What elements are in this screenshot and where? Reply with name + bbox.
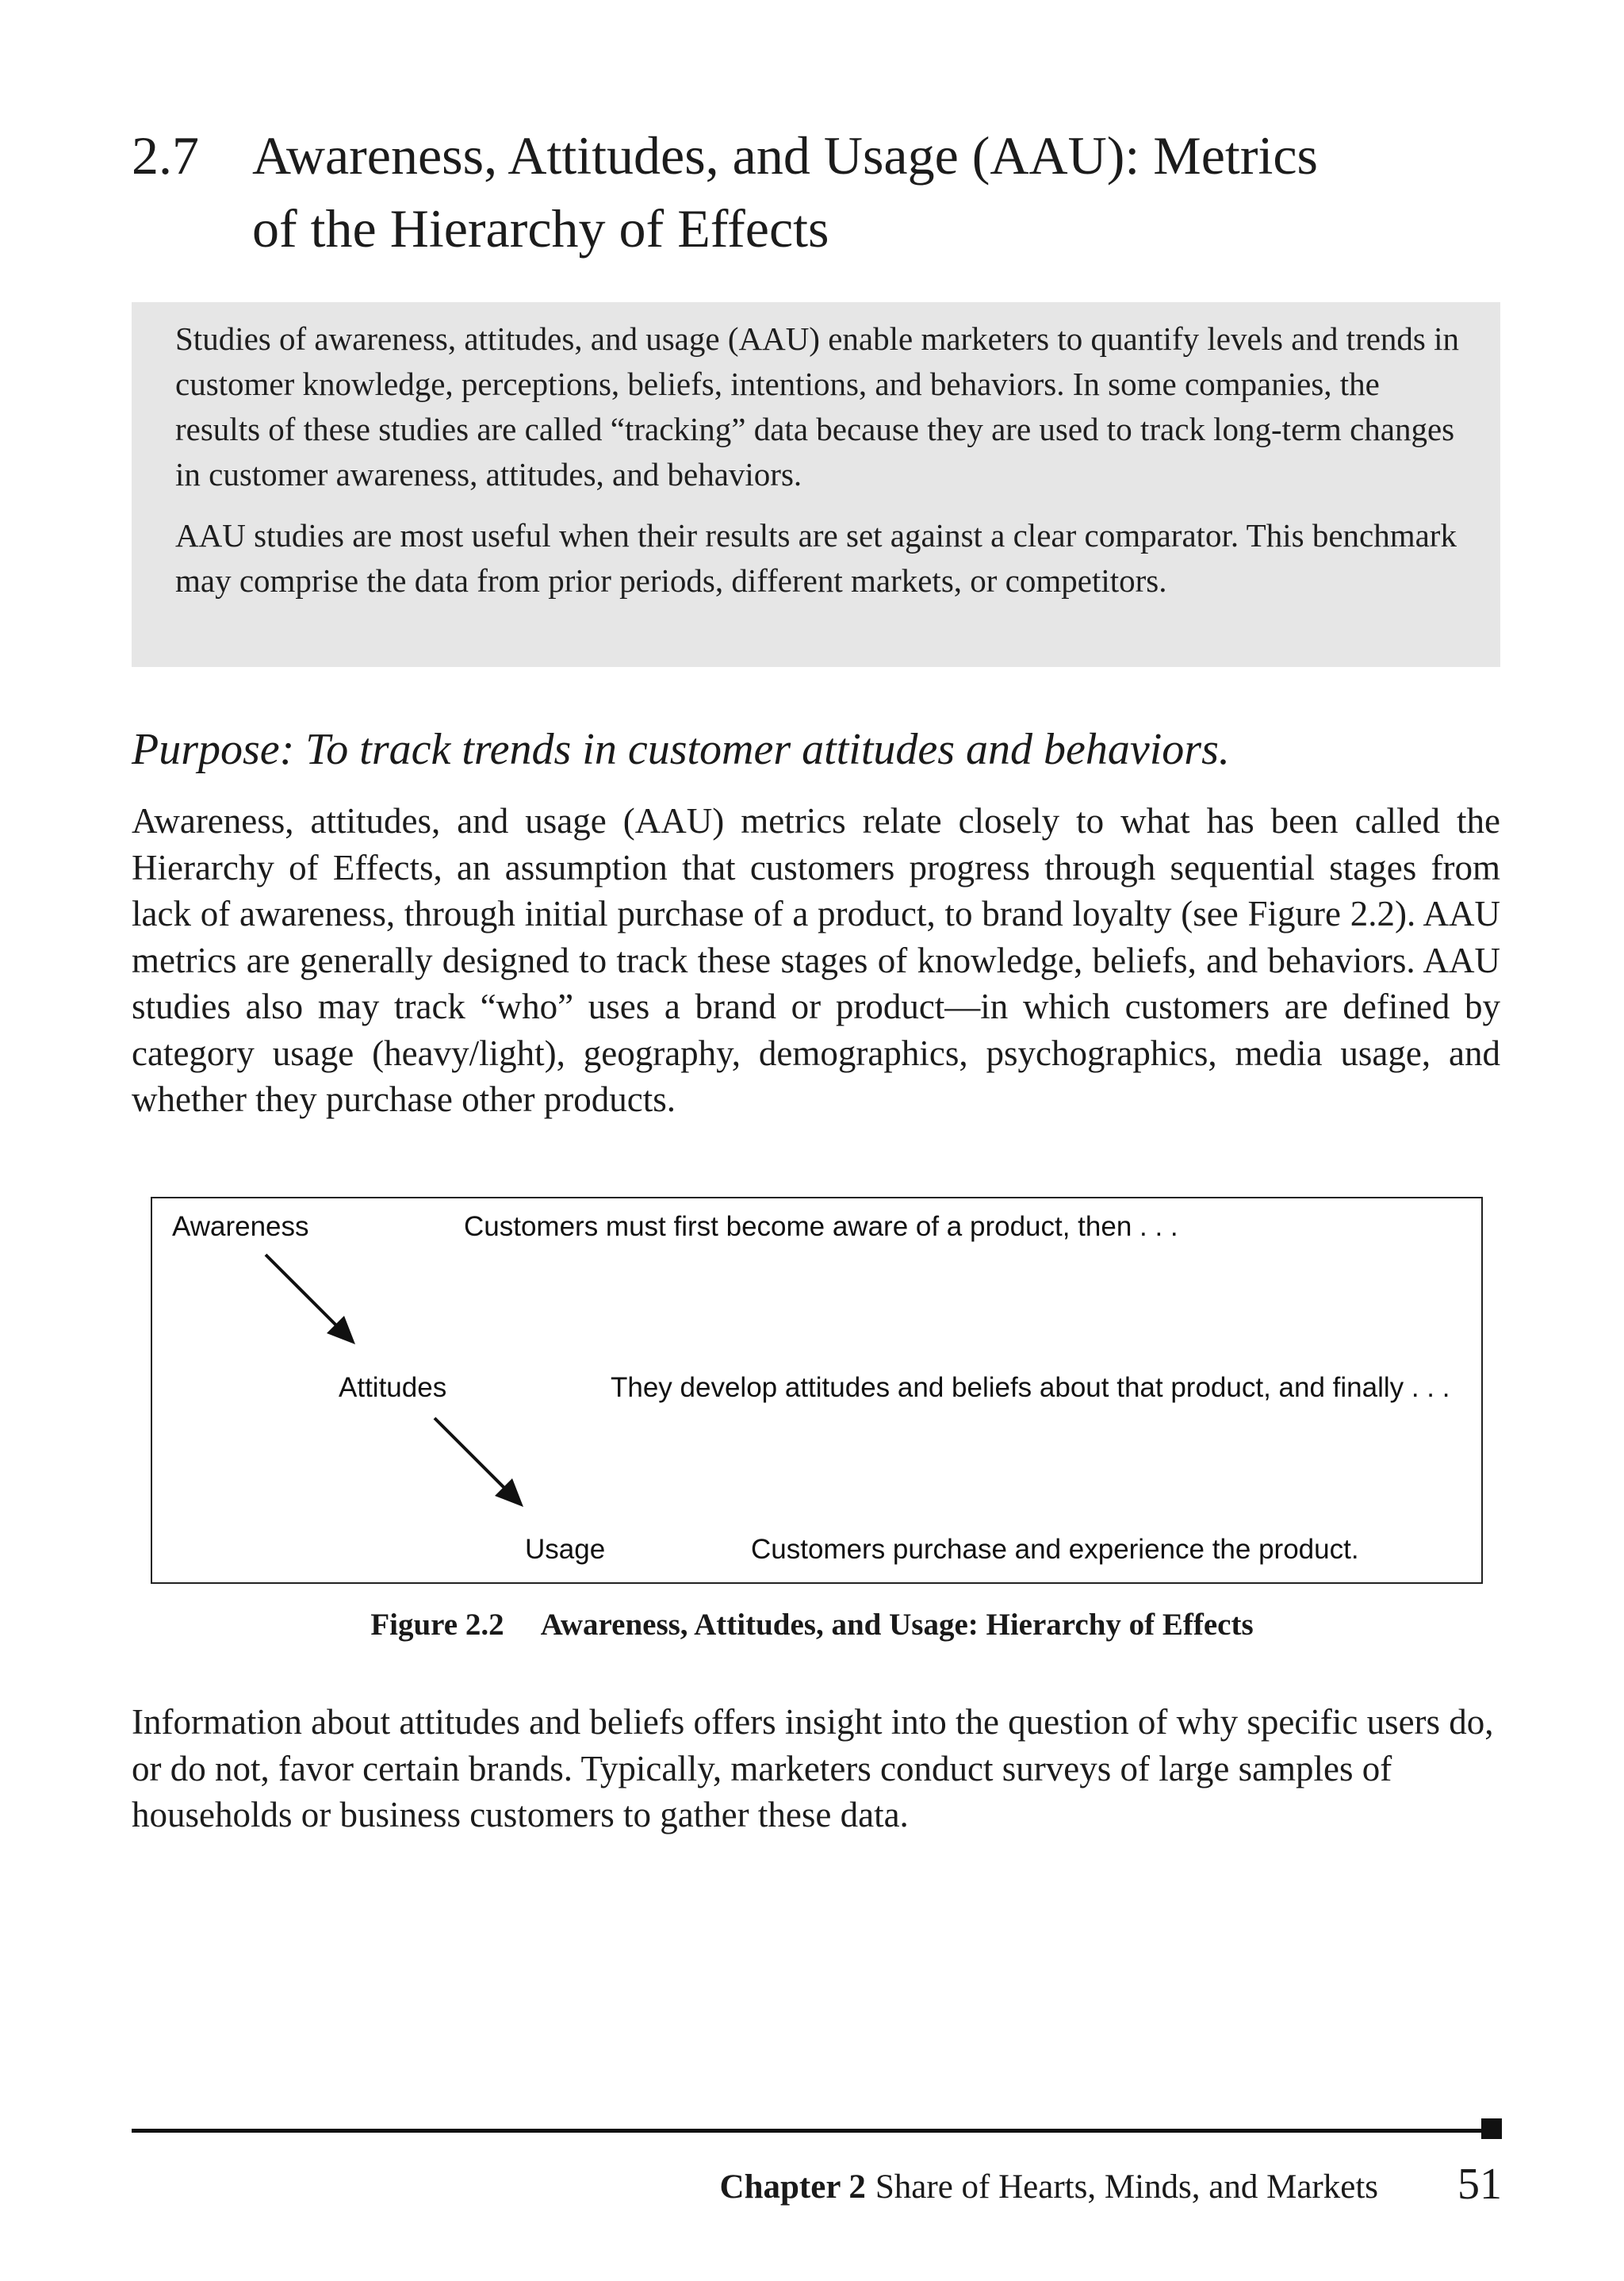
intro-paragraph-1: Studies of awareness, attitudes, and usage (AAU) enable marketers to quantify levels and trends in customer knowledge, perceptions, beliefs, intentions, and behaviors. In some companies, the results of these studies are called “tracking” data because they are used to track long-term changes in customer awareness, attitudes, and behaviors.: [175, 320, 1460, 493]
figure-caption: [0, 1605, 1624, 1645]
arrow-awareness-to-attitudes: [266, 1255, 355, 1344]
page-number: 51: [1457, 2160, 1502, 2209]
stage-label-usage: Usage: [525, 1534, 606, 1565]
footer-rule: [132, 2129, 1488, 2133]
intro-summary-box: [132, 302, 1500, 667]
hierarchy-of-effects-figure: [151, 1197, 1483, 1584]
stage-label-attitudes: Attitudes: [339, 1372, 447, 1403]
section-number: 2.7: [132, 125, 199, 186]
intro-paragraph-2: AAU studies are most useful when their results are set against a clear comparator. This benchmark may comprise the data from prior periods, different markets, or competitors.: [175, 517, 1457, 599]
arrow-attitudes-to-usage: [435, 1418, 523, 1507]
stage-desc-attitudes: They develop attitudes and beliefs about that product, and finally . . .: [611, 1372, 1450, 1403]
section-title-line2: of the Hierarchy of Effects: [252, 198, 829, 259]
body-paragraph-1: Awareness, attitudes, and usage (AAU) metrics relate closely to what has been called the Hierarchy of Effects, an assumption that customers progress through sequential stages from lack of awareness, through initial purchase of a product, to brand loyalty (see Figure 2.2). AAU metrics are generally designed to track these stages of knowledge, beliefs, and behaviors. AAU studies also may track “who” uses a brand or product—in which customers are defined by category usage (heavy/light), geography, demographics, psychographics, media usage, and whether they purchase other products.: [132, 801, 1500, 1119]
running-footer: [720, 2165, 1378, 2210]
stage-desc-usage: Customers purchase and experience the product.: [751, 1534, 1359, 1565]
figure-caption-title: Awareness, Attitudes, and Usage: Hierarchy of Effects: [540, 1608, 1254, 1642]
body-paragraph-2: Information about attitudes and beliefs offers insight into the question of why specific users do, or do not, favor certain brands. Typically, marketers conduct surveys of large samples of households or business customers to gather these data.: [132, 1702, 1494, 1834]
footer-square-marker: [1481, 2118, 1502, 2139]
footer-chapter-label: Chapter 2: [719, 2168, 866, 2206]
section-title-line1: Awareness, Attitudes, and Usage (AAU): Metrics: [252, 125, 1318, 186]
stage-desc-awareness: Customers must first become aware of a product, then . . .: [464, 1211, 1178, 1242]
stage-label-awareness: Awareness: [172, 1211, 309, 1242]
purpose-statement: Purpose: To track trends in customer attitudes and behaviors.: [132, 725, 1230, 774]
footer-chapter-title: Share of Hearts, Minds, and Markets: [875, 2168, 1378, 2206]
figure-caption-number: Figure 2.2: [370, 1608, 504, 1642]
